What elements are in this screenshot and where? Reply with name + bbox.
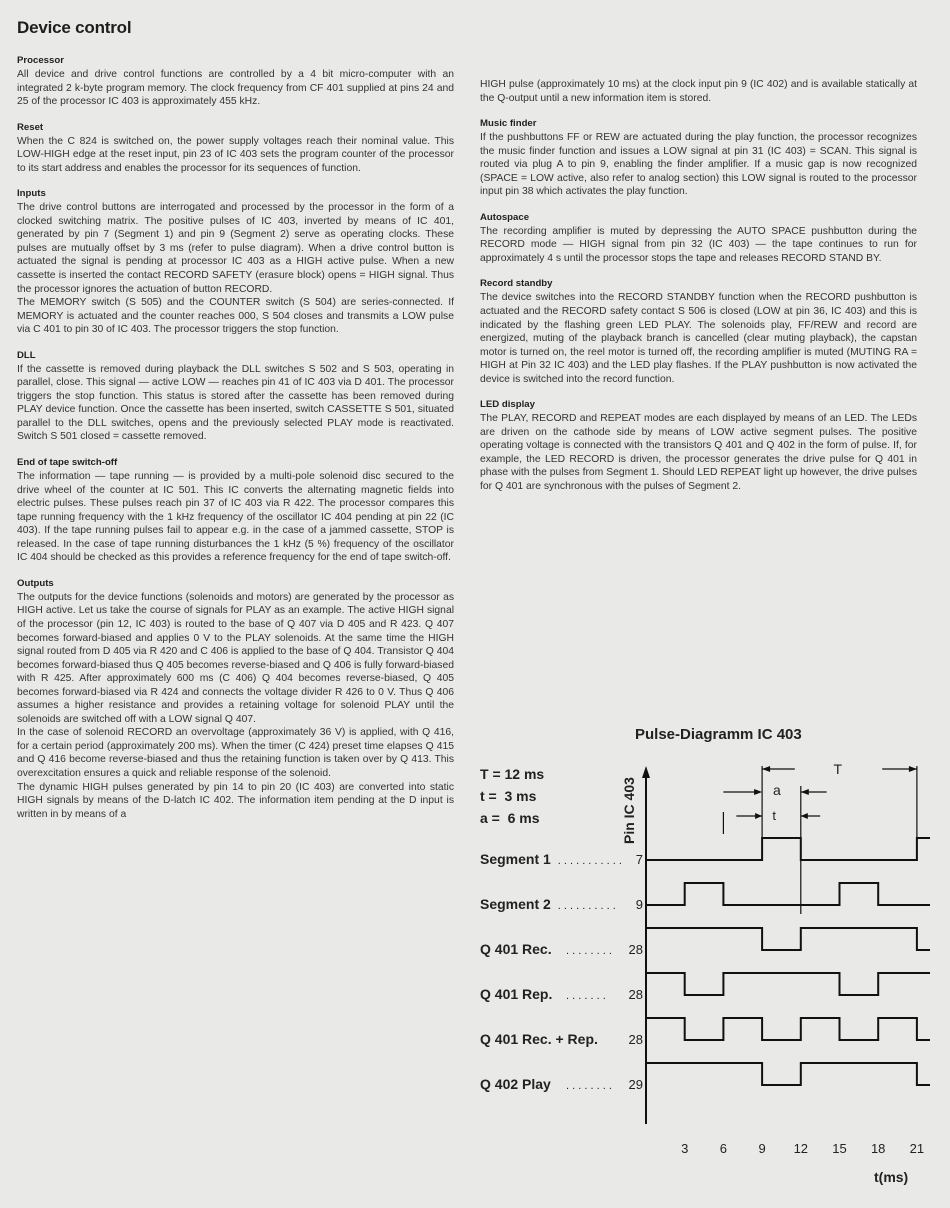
paragraph: If the pushbuttons FF or REW are actuated during the play function, the processor recognizes the music finder function and issues a LOW signal at pin 31 (IC 403) = SCAN. This signal is routed via plug A to pin 9, enabling the finder amplifier. If a music gap is now recognized (SPACE = LOW active, also refer to analog section) this LOW signal is routed to the processor input pin 38 which activates the play function.	[480, 132, 917, 198]
right-column	[480, 78, 917, 507]
paragraph: If the cassette is removed during playback the DLL switches S 502 and S 503, operating in parallel, close. This signal — active LOW — reaches pin 41 of IC 403 via D 401. The processor triggers the stop function. This status is stored after the cassette has been removed during PLAY device function. Once the cassette has been inserted, switch CASSETTE S 501, situated parallel to the DLL switches, opens and the previously selected PLAY mode is reactivated. Switch S 501 closed = cassette removed.	[17, 363, 454, 443]
paragraph: When the C 824 is switched on, the power supply voltages reach their nominal value. This LOW-HIGH edge at the reset input, pin 23 of IC 403 sets the program counter of the processor to its start address and enables the processor for its sequences of function.	[17, 135, 454, 174]
page-title: Device control	[17, 18, 132, 37]
signal-leader-dots: . . . . . . . .	[563, 945, 612, 957]
x-tick-label: 18	[870, 1141, 886, 1156]
signal-pin: 28	[628, 942, 643, 957]
signal-label: Q 401 Rec. + Rep.	[480, 1031, 598, 1047]
arrowhead	[909, 766, 917, 772]
dim-t-label: t	[772, 808, 777, 823]
legend-entry: t = 3 ms	[480, 788, 537, 804]
section-heading: Processor	[17, 55, 64, 66]
signal-label: Segment 1	[480, 851, 551, 867]
x-tick-label: 9	[758, 1141, 766, 1156]
section	[17, 122, 454, 176]
left-column	[17, 55, 454, 834]
signal-leader-dots: . . . . . . . . . . .	[554, 855, 622, 867]
signal-leader-dots: . . . . . . .	[563, 990, 606, 1002]
dim-a-label: a	[773, 782, 781, 798]
axis-label: Pin IC 403	[621, 777, 637, 844]
legend-entry: T = 12 ms	[480, 766, 545, 782]
signal-waveform	[646, 1063, 930, 1085]
section-heading: DLL	[17, 349, 36, 361]
signal-leader-dots: . . . . . . . . . .	[554, 900, 616, 912]
paragraph: The information — tape running — is provided by a multi-pole solenoid disc secured to the drive wheel of the counter at IC 501. This IC converts the alternating magnetic fields into electric pulses. These pulses reach pin 37 of IC 403 via R 422. The processor compares this tape running frequency with the 1 kHz frequency of the oscillator IC 404 pending at pin 22 (IC 403). If the tape running pulses fail to appear e.g. in the case of a jammed cassette, STOP is released. In the case of tape running disturbances the 1 kHz (5 %) frequency of the oscillator IC 404 should be checked as this provides a reference frequency for the end of tape switch-off.	[17, 471, 454, 564]
paragraph: The dynamic HIGH pulses generated by pin 14 to pin 20 (IC 403) are converted into static HIGH signals by means of the D-latch IC 402. The information item pending at the D input is written in by means of a	[17, 781, 454, 820]
arrowhead	[754, 789, 762, 795]
section-heading: LED display	[480, 399, 535, 411]
signal-pin: 28	[628, 987, 643, 1002]
paragraph: The outputs for the device functions (solenoids and motors) are generated by the processor as HIGH active. Let us take the course of signals for PLAY as an example. The active HIGH signal of the processor (pin 12, IC 403) is routed to the base of Q 407 via D 405 and R 423. Q 407 becomes forward-biased and applies 0 V to the PLAY solenoids. At the same time the HIGH signal routed from D 405 via R 420 and C 406 is applied to the base of Q 404. Transistor Q 404 becomes forward-biased thus Q 405 becomes reverse-biased and Q 406 is fully forward-biased with R 425. After approximately 600 ms (C 406) Q 404 becomes reverse-biased, Q 405 becomes forward-biased via R 424 and connects the voltage divider R 426 to 0 V. Thus Q 406 assumes a higher resistance and provides a retaining voltage for solenoid PLAY until the solenoids are switched off with a LOW signal Q 407.	[17, 591, 454, 725]
section-heading: End of tape switch-off	[17, 457, 118, 469]
pulse-diagram	[470, 722, 930, 1192]
section	[17, 578, 454, 821]
signal-waveform	[646, 838, 930, 860]
diagram-title: Pulse-Diagramm IC 403	[635, 726, 802, 743]
signal-leader-dots: . . . . . . . .	[563, 1080, 612, 1092]
paragraph: All device and drive control functions are controlled by a 4 bit micro-computer with an integrated 2 k-byte program memory. The clock frequency from CF 401 supplied at pins 24 and 25 of the processor IC 403 is approximately 455 kHz.	[17, 69, 454, 108]
paragraph: The drive control buttons are interrogated and processed by the processor in the form of a clocked switching matrix. The positive pulses of IC 403, inverted by means of IC 401, generated by pin 7 (Segment 1) and pin 9 (Segment 2) serve as operating clocks. These pulses are mutually offset by 3 ms (refer to pulse diagram). When a drive control button is actuated the signal is pending at processor IC 403 as a HIGH active pulse. When a new cassette is inserted the contact RECORD SAFETY (erasure block) opens = HIGH signal. Thus the processor ignores the actuation of button RECORD.	[17, 202, 454, 295]
paragraph: The MEMORY switch (S 505) and the COUNTER switch (S 504) are series-connected. If MEMORY is actuated and the counter reaches 000, S 504 closes and transmits a LOW pulse via C 401 to pin 30 of IC 403. The processor triggers the stop function.	[17, 297, 454, 336]
x-tick-label: 6	[719, 1141, 728, 1156]
section-heading: Inputs	[17, 188, 46, 200]
paragraph: HIGH pulse (approximately 10 ms) at the clock input pin 9 (IC 402) and is available statically at the Q-output until a new information item is stored.	[480, 79, 917, 104]
x-tick-label: 15	[832, 1141, 847, 1156]
signal-waveform	[646, 973, 930, 995]
x-tick-label: 21	[909, 1141, 925, 1156]
signal-pin: 29	[628, 1077, 643, 1092]
arrowhead	[801, 813, 808, 819]
pulse-diagram-svg	[470, 722, 930, 1192]
section	[480, 278, 917, 386]
section	[17, 457, 454, 565]
section-heading: Record standby	[480, 278, 553, 290]
arrowhead	[801, 789, 809, 795]
signal-label: Q 402 Play	[480, 1076, 551, 1092]
section-heading: Autospace	[480, 211, 530, 223]
signal-waveform	[646, 928, 930, 950]
section	[17, 188, 454, 336]
paragraph: The PLAY, RECORD and REPEAT modes are each displayed by means of an LED. The LEDs are driven on the cathode side by means of LOW active segment pulses. The positive operating voltage is connected with the transistors Q 401 and Q 402 in the form of pulse. If, for example, the LED RECORD is driven, the processor generates the drive pulse for Q 401 in phase with the pulses from Segment 1. Should LED REPEAT light up however, the drive pulses for Q 401 are synchronous with the pulses of Segment 2.	[480, 413, 917, 493]
section	[480, 78, 917, 105]
arrowhead	[762, 766, 770, 772]
legend-entry: a = 6 ms	[480, 810, 540, 826]
signal-pin: 7	[635, 852, 643, 867]
signal-pin: 28	[628, 1032, 643, 1047]
paragraph: The device switches into the RECORD STANDBY function when the RECORD pushbutton is actuated and the RECORD safety contact S 506 is closed (LOW at pin 36, IC 403) and this is indicated by the flashing green LED PLAY. The solenoids play, FF/REW and record are energized, muting of the playback branch is cancelled (clear muting playback), the capstan motor is turned on, the reel motor is turned off, the recording amplifier is muted (MUTING RA = HIGH at Pin 32 IC 403) and the LED play flashes. If the PLAY pushbutton is now activated the device is switched into the record function.	[480, 292, 917, 385]
dim-T-label: T	[833, 761, 843, 777]
signal-label: Q 401 Rep.	[480, 986, 553, 1002]
section	[480, 399, 917, 493]
signal-label: Segment 2	[480, 896, 551, 912]
paragraph: The recording amplifier is muted by depressing the AUTO SPACE pushbutton during the RECORD mode — HIGH signal from pin 32 (IC 403) — the tape continues to run for approximately 4 s until the processor stops the tape and releases RECORD STAND BY.	[480, 225, 917, 264]
signal-pin: 9	[635, 897, 643, 912]
signal-waveform	[646, 1018, 930, 1040]
x-axis-label: t(ms)	[874, 1169, 909, 1185]
section	[17, 350, 454, 444]
x-tick-label: 3	[681, 1141, 689, 1156]
y-axis-arrow	[642, 766, 650, 778]
section-heading: Outputs	[17, 577, 54, 589]
section	[480, 118, 917, 199]
signal-waveform	[646, 883, 930, 905]
x-tick-label: 12	[793, 1141, 809, 1156]
section	[17, 55, 454, 109]
arrowhead	[755, 813, 762, 819]
section	[480, 212, 917, 266]
paragraph: In the case of solenoid RECORD an overvoltage (approximately 36 V) is applied, with Q 416, for a certain period (approximately 200 ms). When the timer (C 424) preset time elapses Q 415 and Q 416 become reverse-biased and thus the retaining function is taken over by Q 413. This overexcitation ensures a quick and reliable response of the solenoid.	[17, 727, 454, 779]
section-heading: Music finder	[480, 118, 537, 130]
section-heading: Reset	[17, 121, 44, 133]
signal-label: Q 401 Rec.	[480, 941, 552, 957]
